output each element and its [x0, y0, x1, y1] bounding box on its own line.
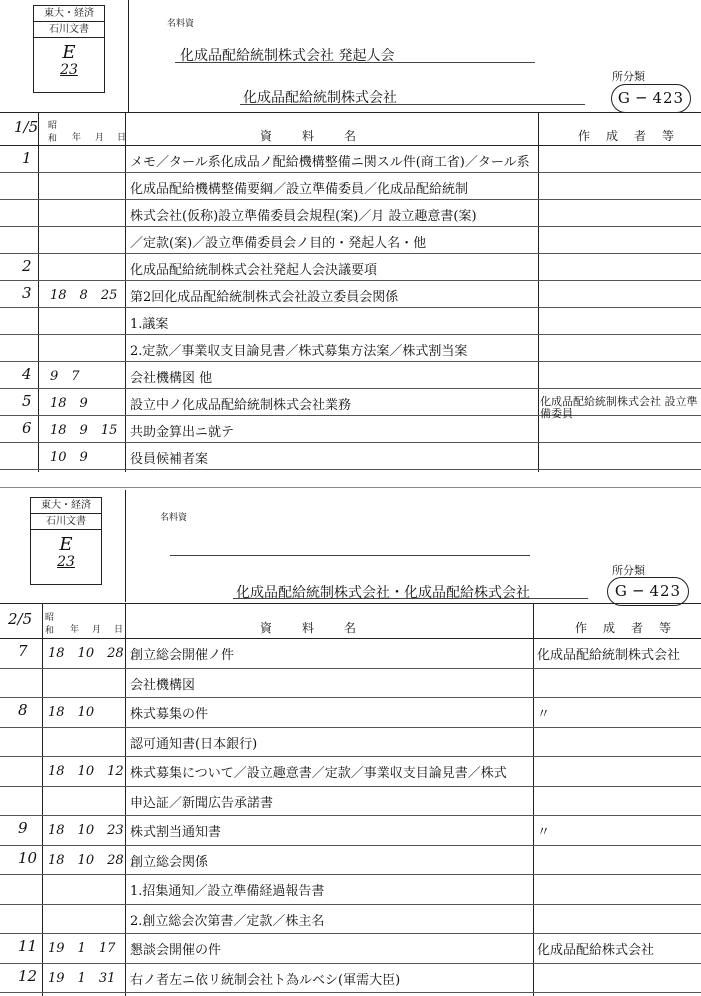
row-number: 4 [22, 365, 32, 383]
row-author: 化成品配給株式会社 [537, 943, 655, 958]
stamp-code-letter: E [62, 42, 76, 63]
row-number: 8 [18, 701, 28, 719]
row-material: 第2回化成品配給統制株式会社設立委員会関係 [130, 290, 399, 305]
row-number: 9 [18, 819, 28, 837]
archive-stamp [33, 5, 105, 93]
row-material: メモ／タール系化成品ノ配給機構整備ニ関スル件(商工省)／タール系 [130, 155, 530, 170]
row-material: 役員候補者案 [130, 452, 209, 467]
reference-number: G ─ 423 [607, 577, 689, 606]
stamp-collection: 石川文書 [34, 22, 104, 38]
company-name: 化成品配給統制株式会社・化成品配給株式会社 [236, 585, 530, 601]
row-number: 11 [18, 937, 38, 955]
row-divider [0, 874, 701, 875]
row-divider [0, 963, 701, 964]
title-label: 資 料 名 [158, 512, 186, 521]
header-month: 月 [95, 133, 105, 143]
row-date: 19 1 17 [48, 941, 116, 956]
row-material: 株式割当通知書 [130, 825, 222, 840]
row-number: 1 [22, 149, 32, 167]
row-material: 右ノ者左ニ依リ統制会社ト為ルベシ(軍需大臣) [130, 972, 401, 988]
row-divider [0, 334, 701, 335]
row-divider [0, 992, 701, 993]
classification-label: 所分類 [612, 70, 645, 83]
stamp-code-number: 23 [60, 62, 78, 78]
header-day: 日 [114, 625, 124, 635]
row-date: 19 1 31 [48, 970, 116, 986]
stamp-institution: 東大・経済 [31, 498, 101, 514]
row-material: 株式募集の件 [130, 707, 209, 722]
author-note: 化成品配給統制株式会社 設立準備委員 [540, 395, 698, 420]
row-material: 1.議案 [130, 317, 169, 332]
header-era: 昭和 [45, 613, 55, 636]
row-material: 設立中ノ化成品配給統制株式会社業務 [130, 398, 352, 413]
row-material: 株式募集について／設立趣意書／定款／事業収支目論見書／株式 [130, 766, 507, 781]
row-divider [0, 668, 701, 669]
stamp-institution: 東大・経済 [34, 6, 104, 22]
company-name: 化成品配給統制株式会社 [243, 90, 397, 106]
row-divider [0, 361, 701, 362]
row-divider [0, 904, 701, 905]
row-material: 会社機構図 [130, 677, 196, 693]
header-day: 日 [117, 133, 127, 143]
row-number: 3 [22, 284, 32, 302]
row-material: 創立総会開催ノ件 [130, 648, 235, 663]
stamp-code-number: 23 [57, 554, 75, 570]
header-month: 月 [92, 625, 102, 635]
stamp-code-letter: E [59, 534, 73, 555]
header-year: 年 [70, 625, 80, 635]
row-author: 化成品配給統制株式会社 [537, 648, 681, 663]
row-divider [0, 442, 701, 443]
classification-label: 所分類 [612, 564, 645, 577]
row-material: 化成品配給機構整備要綱／設立準備委員／化成品配給統制 [130, 182, 469, 197]
row-material: 申込証／新聞広告承諾書 [130, 795, 274, 811]
row-divider [0, 307, 701, 308]
row-divider [0, 815, 701, 816]
row-number: 6 [22, 419, 32, 437]
row-date: 18 8 25 [50, 288, 118, 303]
row-number: 10 [18, 848, 38, 867]
row-divider [0, 199, 701, 200]
stamp-collection: 石川文書 [31, 514, 101, 530]
row-number: 7 [18, 642, 28, 660]
row-number: 2 [22, 257, 32, 275]
document-title: 化成品配給統制株式会社 発起人会 [180, 48, 395, 64]
row-divider [0, 469, 701, 470]
row-material: 懇談会開催の件 [130, 943, 222, 958]
row-divider [0, 727, 701, 728]
header-year: 年 [72, 133, 82, 143]
row-divider [0, 253, 701, 254]
row-material: 共助金算出ニ就テ [130, 425, 235, 440]
row-divider [0, 786, 701, 787]
title-label: 資 料 名 [165, 18, 193, 27]
row-date: 18 10 12 [48, 764, 124, 779]
row-divider [0, 845, 701, 846]
row-material: 株式会社(仮称)設立準備委員会規程(案)／月 設立趣意書(案) [130, 209, 477, 224]
row-number: 12 [18, 966, 38, 985]
row-number: 5 [22, 392, 32, 410]
row-date: 18 10 [48, 705, 95, 720]
row-material: ／定款(案)／設立準備委員会ノ目的・発起人名・他 [130, 236, 427, 251]
row-author: 〃 [537, 825, 551, 840]
row-date: 18 10 28 [48, 852, 124, 868]
row-date: 18 10 28 [48, 646, 124, 661]
row-date: 9 7 [50, 369, 80, 384]
header-era: 昭和 [48, 121, 58, 144]
row-divider [0, 280, 701, 281]
row-material: 化成品配給統制株式会社発起人会決議要項 [130, 263, 378, 278]
row-author: 〃 [537, 707, 551, 722]
row-material: 創立総会関係 [130, 854, 209, 870]
row-divider [0, 172, 701, 173]
archive-stamp [30, 497, 102, 585]
row-date: 10 9 [50, 450, 88, 465]
row-divider [0, 388, 701, 389]
row-material: 1.招集通知／設立準備経過報告書 [130, 884, 325, 899]
row-divider [0, 756, 701, 757]
row-date: 18 9 15 [50, 423, 118, 438]
row-date: 18 9 [50, 396, 88, 411]
header-material: 資 料 名 [260, 129, 359, 143]
row-divider [0, 933, 701, 934]
row-divider [0, 226, 701, 227]
row-date: 18 10 23 [48, 823, 124, 838]
row-material: 2.定款／事業収支目論見書／株式募集方法案／株式割当案 [130, 344, 468, 359]
row-material: 認可通知書(日本銀行) [130, 736, 258, 752]
row-divider [0, 697, 701, 698]
row-material: 会社機構図 他 [130, 371, 213, 386]
header-author: 作 成 者 等 [578, 129, 677, 143]
row-material: 2.創立総会次第書／定款／株主名 [130, 913, 325, 929]
header-author: 作 成 者 等 [575, 621, 674, 635]
page-number: 2/5 [8, 610, 33, 628]
page-number: 1/5 [14, 118, 39, 136]
header-material: 資 料 名 [260, 621, 359, 635]
reference-number: G ─ 423 [611, 84, 691, 113]
